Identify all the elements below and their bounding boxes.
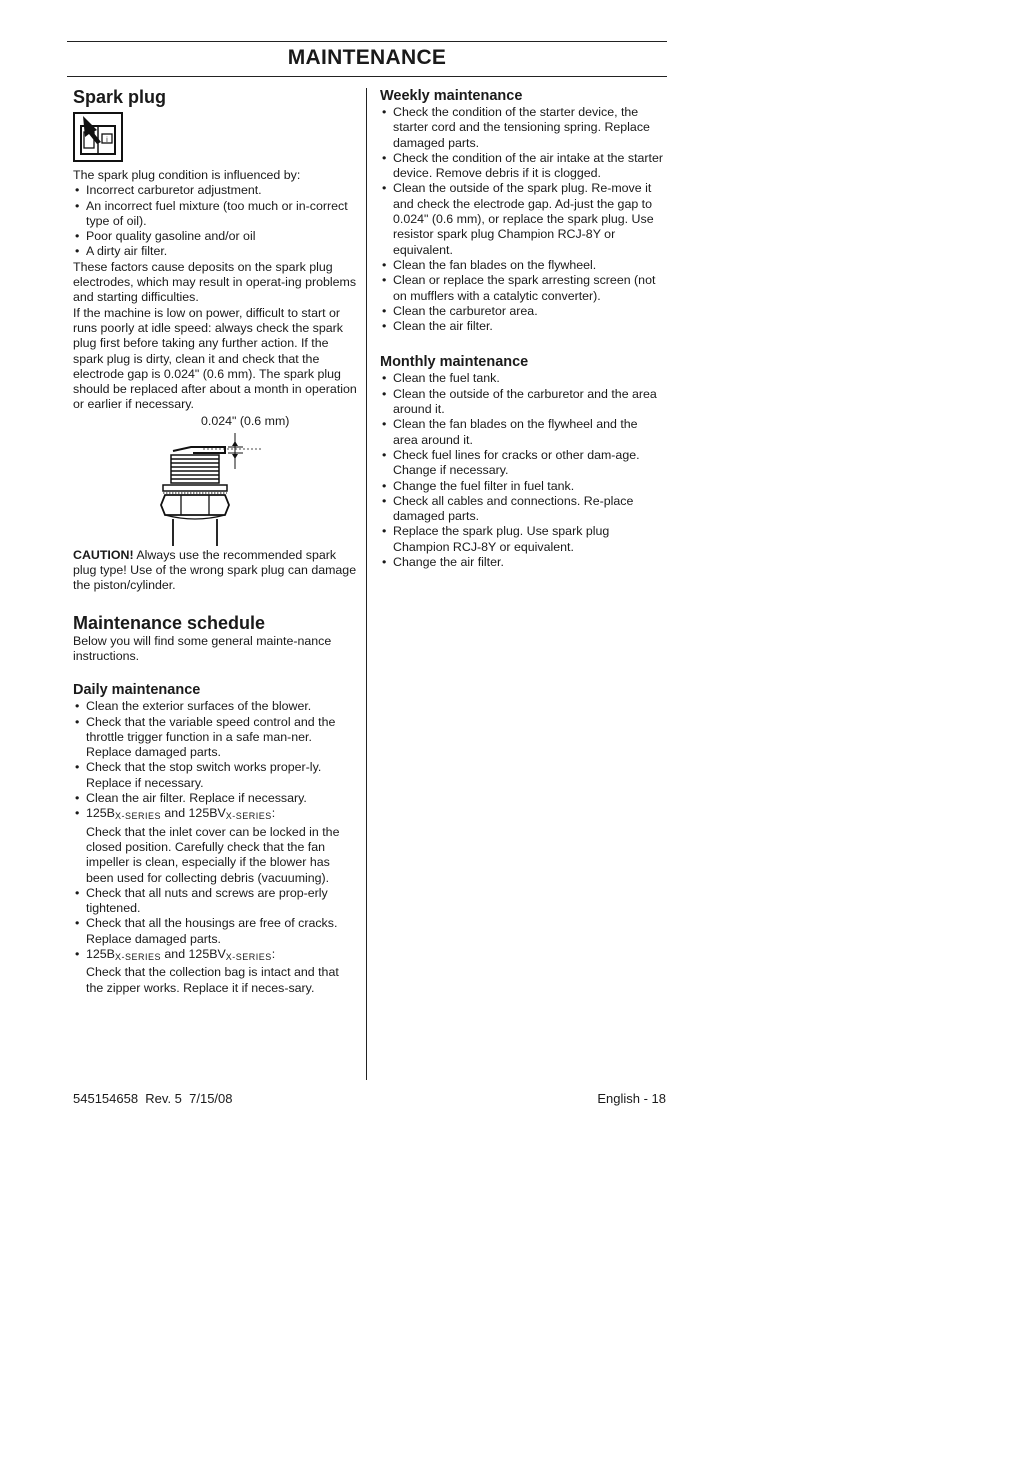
weekly-maintenance-list	[380, 105, 664, 334]
list-item: • Check that the variable speed control and the throttle trigger function in a safe man-ner. Replace damaged parts.	[73, 715, 357, 761]
spark-plug-drawing	[73, 413, 357, 548]
list-item: • Clean the carburetor area.	[380, 304, 664, 319]
model-name: 125BV	[188, 946, 226, 961]
model-series-suffix: X-SERIES	[225, 811, 272, 822]
list-item: • Clean the outside of the spark plug. Re-move it and check the electrode gap. Ad-just the gap to 0.024" (0.6 mm), or replace the spark plug. Use resistor spark plug Champion RCJ-8Y or equivalent.	[380, 181, 664, 257]
document-number: 545154658 Rev. 5 7/15/08	[73, 1091, 233, 1106]
list-item: • Check the condition of the air intake at the starter device. Remove debris if it is clogged.	[380, 151, 664, 182]
model-joiner: and	[160, 946, 189, 961]
model-series-suffix: X-SERIES	[114, 811, 161, 822]
header-top-rule	[67, 41, 667, 42]
list-item: • Poor quality gasoline and/or oil	[73, 229, 357, 244]
caution-label: CAUTION!	[73, 547, 134, 562]
spark-plug-heading: Spark plug	[73, 87, 167, 107]
model-colon: :	[271, 806, 276, 821]
list-item: • Clean the fan blades on the flywheel and the area around it.	[380, 417, 664, 448]
list-item: • Clean the air filter.	[380, 319, 664, 334]
maintenance-schedule-heading: Maintenance schedule	[73, 612, 266, 633]
list-item: • Clean the air filter. Replace if necessary.	[73, 791, 357, 806]
model-series-suffix: X-SERIES	[225, 951, 272, 962]
list-item: • Replace the spark plug. Use spark plug Champion RCJ-8Y or equivalent.	[380, 524, 664, 555]
weekly-maintenance-heading: Weekly maintenance	[380, 88, 523, 104]
list-item: • An incorrect fuel mixture (too much or in-correct type of oil).	[73, 199, 357, 230]
list-item: • Check that all the housings are free of cracks. Replace damaged parts.	[73, 916, 357, 947]
maintenance-schedule-intro: Below you will find some general mainte-nance instructions.	[73, 633, 332, 663]
electrode-gap-label: 0.024" (0.6 mm)	[201, 413, 290, 428]
list-item: • Check fuel lines for cracks or other dam-age. Change if necessary.	[380, 448, 664, 479]
caution-text: Always use the recommended spark plug type! Use of the wrong spark plug can damage the piston/cylinder.	[73, 547, 357, 593]
model-joiner: and	[160, 806, 189, 821]
page-title: MAINTENANCE	[287, 46, 447, 69]
list-item-text: Check that the collection bag is intact and that the zipper works. Replace it if neces-sary.	[86, 965, 339, 995]
monthly-maintenance-list	[380, 371, 664, 570]
list-item-text: Check that the inlet cover can be locked in the closed position. Carefully check that the fan impeller is clean, especially if the blower has been used for collecting debris (vacuuming).	[86, 824, 340, 885]
manual-book-icon	[73, 112, 123, 162]
list-item	[73, 947, 357, 996]
list-item: • Check all cables and connections. Re-place damaged parts.	[380, 494, 664, 525]
svg-text:i: i	[106, 136, 108, 144]
list-item: • Incorrect carburetor adjustment.	[73, 183, 357, 198]
caution-paragraph	[73, 548, 357, 594]
list-item: • Change the fuel filter in fuel tank.	[380, 479, 664, 494]
daily-maintenance-heading: Daily maintenance	[73, 682, 201, 699]
model-name: 125B	[86, 806, 115, 821]
model-series-suffix: X-SERIES	[114, 951, 161, 962]
model-name: 125BV	[188, 806, 226, 821]
list-item: • Clean the exterior surfaces of the blower.	[73, 699, 357, 714]
column-divider	[366, 88, 367, 1080]
daily-maintenance-list	[73, 699, 357, 996]
list-item: • Change the air filter.	[380, 555, 664, 570]
list-item	[73, 806, 357, 885]
spark-plug-deposits-paragraph: These factors cause deposits on the spark plug electrodes, which may result in operat-ing problems and starting difficulties.	[73, 259, 357, 305]
monthly-maintenance-heading: Monthly maintenance	[380, 354, 529, 371]
model-name: 125B	[86, 946, 115, 961]
right-column	[380, 88, 664, 570]
list-item: • Check that the stop switch works proper-ly. Replace if necessary.	[73, 760, 357, 791]
list-item: • Clean the fan blades on the flywheel.	[380, 258, 664, 273]
list-item: • Check the condition of the starter device, the starter cord and the tensioning spring. Replace damaged parts.	[380, 105, 664, 151]
page-number: English - 18	[597, 1091, 666, 1106]
header-bottom-rule	[67, 76, 667, 77]
list-item: • A dirty air filter.	[73, 244, 357, 259]
spark-plug-causes-list	[73, 183, 357, 259]
list-item: • Check that all nuts and screws are prop-erly tightened.	[73, 886, 357, 917]
list-item: • Clean the outside of the carburetor and the area around it.	[380, 387, 664, 418]
spark-plug-gap-figure	[73, 413, 357, 548]
left-column	[73, 86, 357, 996]
spark-plug-check-paragraph: If the machine is low on power, difficult to start or runs poorly at idle speed: always check the spark plug first before taking any further action. If the spark plug is dirty, clean it and check that the electrode gap is 0.024" (0.6 mm). The spark plug should be replaced after about a month in operation or earlier if necessary.	[73, 305, 357, 412]
model-colon: :	[271, 946, 276, 961]
list-item: • Clean the fuel tank.	[380, 371, 664, 386]
list-item: • Clean or replace the spark arresting screen (not on mufflers with a catalytic converter).	[380, 273, 664, 304]
spark-plug-intro: The spark plug condition is influenced by:	[73, 168, 301, 182]
